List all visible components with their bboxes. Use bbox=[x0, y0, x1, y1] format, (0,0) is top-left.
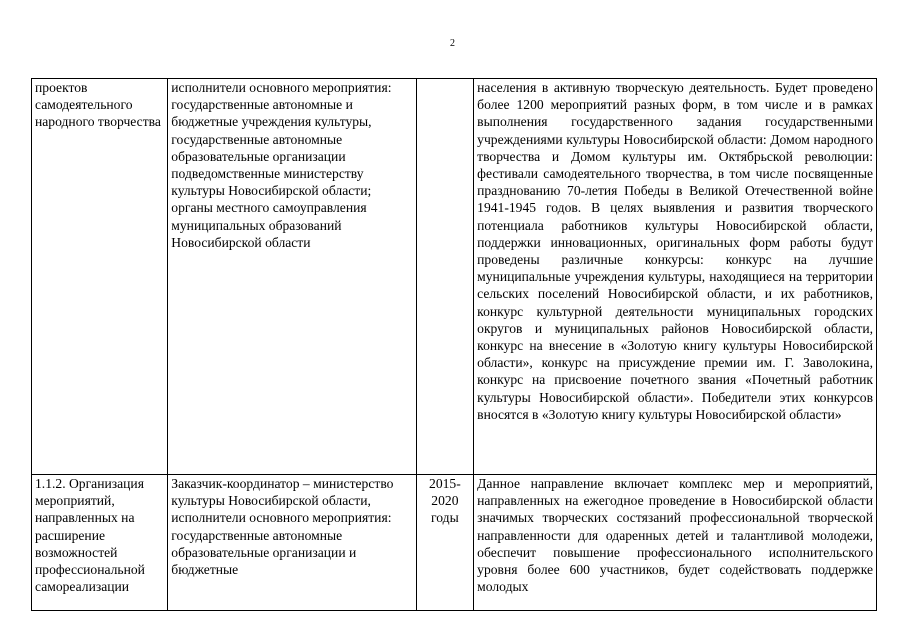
executors-cell: Заказчик-координатор – министерство культуры Новосибирской области, исполнители основного мероприятия: государственные автономные образовательные организации и бюджетные bbox=[168, 475, 416, 611]
executors-cell: исполнители основного мероприятия: государственные автономные и бюджетные учреждения культуры, государственные автономные образовательные организации подведомственные министерству культуры Новосибирской области; органы местного самоуправления муниципальных образований Новосибирской области bbox=[168, 79, 416, 475]
program-table bbox=[31, 78, 877, 611]
table-row bbox=[32, 475, 877, 611]
description-cell: Данное направление включает комплекс мер и мероприятий, направленных на ежегодное проведение в Новосибирской области значимых творческих состязаний профессиональной творческой направленности для одаренных детей и талантливой молодежи, обеспечит повышение профессионального исполнительского уровня более 600 участников, будет содействовать поддержке молодых bbox=[474, 475, 877, 611]
years-cell: 2015-2020 годы bbox=[416, 475, 474, 611]
page-number: 2 bbox=[450, 38, 455, 49]
description-cell: населения в активную творческую деятельность. Будет проведено более 1200 мероприятий разных форм, в том числе и в рамках выполнения государственного задания государственными учреждениями культуры Новосибирской области: Домом народного творчества и Домом культуры им. Октябрьской революции: фестивали самодеятельного творчества, в том числе посвященные празднованию 70-летия Победы в Великой Отечественной войне 1941-1945 годов. В целях выявления и развития творческого потенциала работников культуры Новосибирской области, поддержки инновационных, оригинальных форм работы будут проведены различные конкурсы: конкурс на лучшие муниципальные учреждения культуры, находящиеся на территории сельских поселений Новосибирской области, и их работников, конкурс культурной деятельности муниципальных городских округов и муниципальных районов Новосибирской области, конкурс на внесение в «Золотую книгу культуры Новосибирской области», конкурс на присуждение премии им. Г. Заволокина, конкурс на присвоение почетного звания «Почетный работник культуры Новосибирской области». Победители этих конкурсов вносятся в «Золотую книгу культуры Новосибирской области» bbox=[474, 79, 877, 475]
activity-name-cell: 1.1.2. Организация мероприятий, направленных на расширение возможностей профессиональной самореализации bbox=[32, 475, 168, 611]
table-row bbox=[32, 79, 877, 475]
years-cell bbox=[416, 79, 474, 475]
activity-name-cell: проектов самодеятельного народного творчества bbox=[32, 79, 168, 475]
